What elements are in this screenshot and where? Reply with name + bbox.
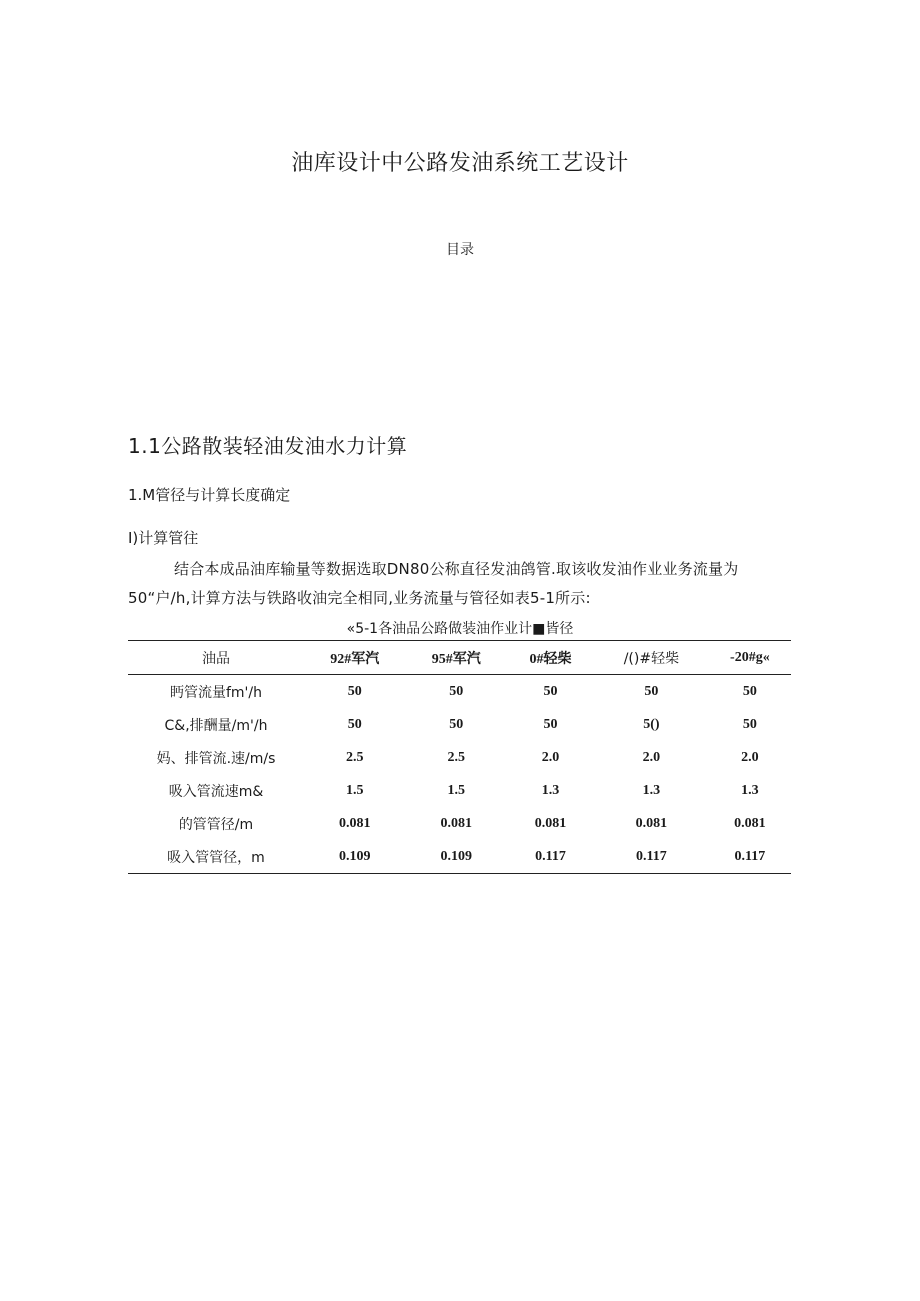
toc-title: 目录	[446, 242, 474, 258]
table-row	[128, 774, 791, 807]
table-cell: 2.0	[541, 749, 560, 765]
header-cell-10-light-diesel: /()#轻柴	[594, 641, 709, 675]
table-cell: 0.081	[339, 815, 371, 831]
section-heading-1: 1.1公路散装轻油发油水力计算	[128, 434, 408, 458]
header-cell-0-light-diesel: 0#轻柴	[507, 641, 594, 675]
table-row	[128, 708, 791, 741]
table-cell: 50	[449, 683, 464, 699]
table-cell: 50	[449, 716, 464, 732]
row-label: C&,排酬量/m'/h	[164, 717, 268, 734]
table-row	[128, 741, 791, 774]
row-label: 的管管径/m	[178, 816, 254, 833]
header-cell-minus20-diesel: -20#g«	[709, 641, 791, 675]
table-cell: 50	[347, 716, 362, 732]
document-title: 油库设计中公路发油系统工艺设计	[291, 151, 629, 176]
table-cell: 50	[644, 683, 659, 699]
table-cell: 0.081	[440, 815, 473, 831]
row-label: 眄管流量fm'/h	[169, 684, 262, 701]
table-cell: 1.5	[447, 782, 466, 798]
table-cell: 0.117	[709, 840, 791, 874]
table-cell: 1.5	[346, 782, 364, 798]
table-cell: 0.109	[406, 840, 508, 874]
table-caption: «5-1各油品公路做装油作业计■皆径	[346, 621, 574, 637]
table-cell: 2.0	[741, 749, 759, 765]
header-cell-92-military-gasoline: 92#军汽	[304, 641, 406, 675]
header-cell-product: 油品	[128, 641, 304, 675]
row-label: 妈、排管流.速/m∕s	[156, 750, 276, 767]
row-label: 吸入管管径，m	[128, 840, 304, 874]
table-cell: 5()	[643, 716, 660, 732]
table-cell: 50	[347, 683, 362, 699]
pipe-diameter-table	[128, 640, 791, 874]
table-cell: 0.117	[594, 840, 709, 874]
table-cell: 1.3	[541, 782, 560, 798]
table-cell: 2.0	[642, 749, 661, 765]
section-heading-2: 1.M管径与计算长度确定	[128, 486, 291, 504]
header-cell-95-military-gasoline: 95#军汽	[406, 641, 508, 675]
table-cell: 2.5	[346, 749, 364, 765]
table-cell: 0.081	[734, 815, 766, 831]
table-cell: 1.3	[642, 782, 661, 798]
table-cell: 50	[543, 716, 558, 732]
table-cell: 50	[742, 683, 757, 699]
row-label: 吸入管流速m&	[168, 783, 264, 800]
table-row	[128, 807, 791, 840]
table-cell: 0.117	[507, 840, 594, 874]
table-header-row	[128, 641, 791, 675]
table-cell: 50	[543, 683, 558, 699]
table-cell: 0.081	[534, 815, 567, 831]
table-cell: 50	[742, 716, 757, 732]
table-cell: 0.081	[635, 815, 668, 831]
table-row	[128, 675, 791, 709]
table-cell: 2.5	[447, 749, 466, 765]
table-cell: 0.109	[304, 840, 406, 874]
body-paragraph: 结合本成品油库输量等数据选取DN80公称直径发油鸽管.取该收发油作业业务流量为50“户/h,计算方法与铁路收油完全相同,业务流量与管径如表5-1所示:	[128, 560, 739, 607]
section-heading-3: I)计算管往	[128, 529, 199, 547]
table-row	[128, 840, 791, 874]
table-cell: 1.3	[741, 782, 759, 798]
